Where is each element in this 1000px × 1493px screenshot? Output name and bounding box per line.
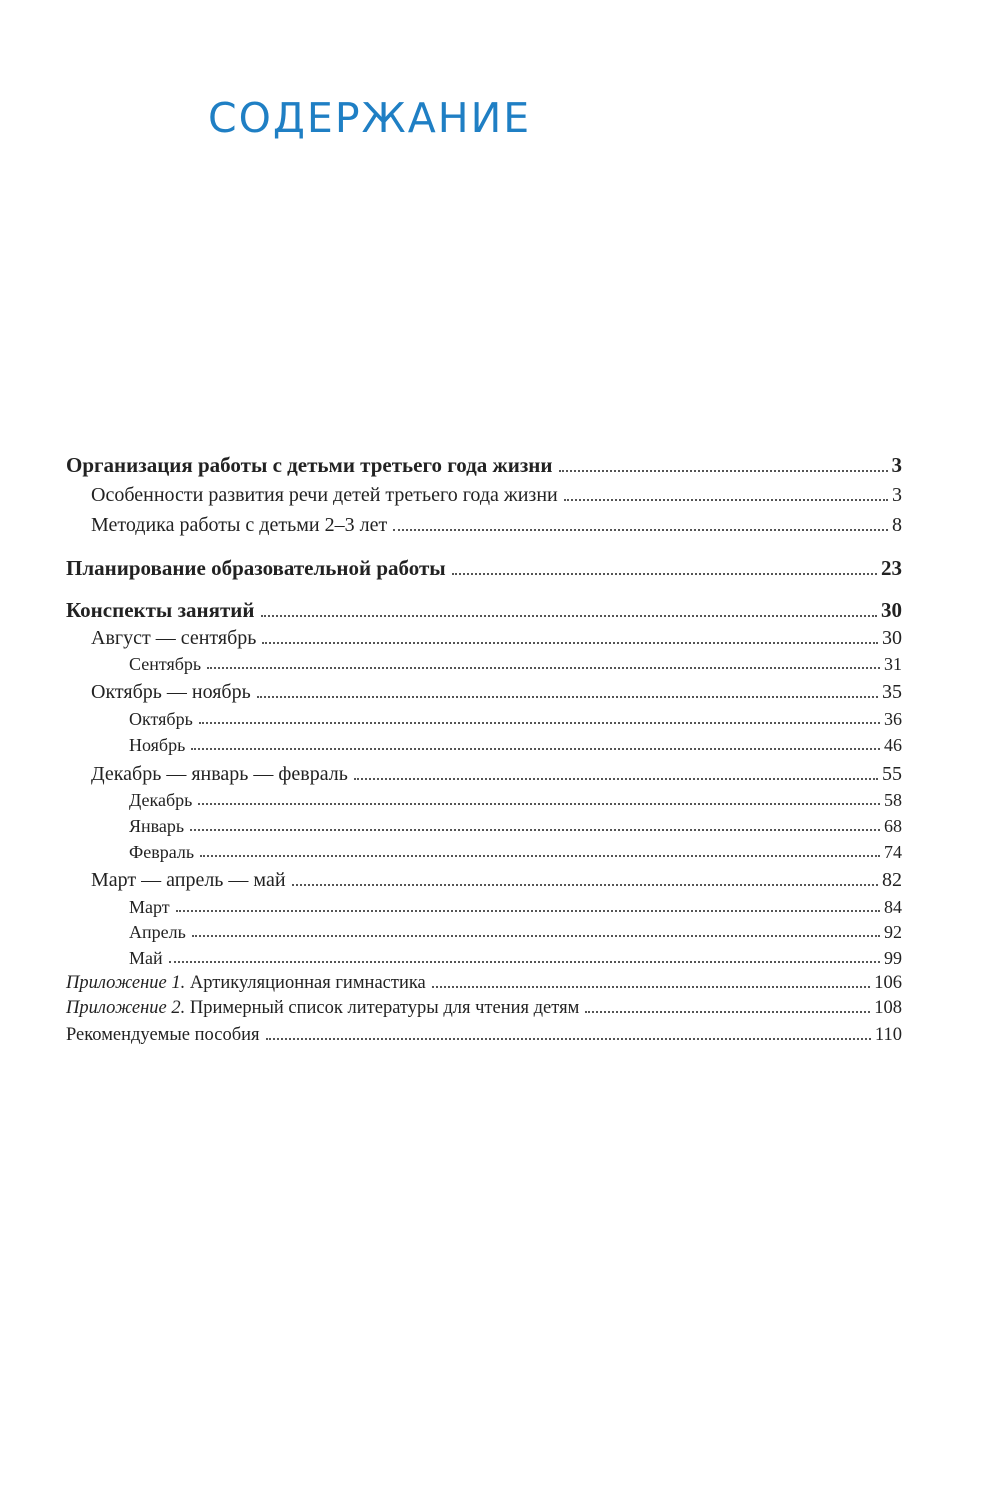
toc-entry-aug-sep[interactable] [91,627,902,650]
toc-entry-planning[interactable] [66,556,902,581]
toc-entry-oct-nov[interactable] [91,681,902,704]
toc-entry-label: Декабрь — январь — февраль [91,763,348,785]
toc-leader-dots [207,654,880,675]
toc-entry-label: Январь [129,816,185,836]
toc-page-number: 3 [892,484,902,506]
toc-entry-march[interactable] [129,897,902,918]
toc-entry-september[interactable] [129,654,902,675]
toc-entry-december[interactable] [129,790,902,811]
toc-entry-november[interactable] [129,735,902,756]
toc-entry-label: Конспекты занятий [66,598,255,622]
toc-entry-appendix-1[interactable] [66,973,902,994]
toc-leader-dots [176,897,880,918]
toc-leader-dots [452,556,877,581]
toc-leader-dots [190,816,880,837]
toc-entry-label: Особенности развития речи детей третьего года жизни [91,484,558,506]
toc-leader-dots [354,763,878,786]
toc-entry-label [66,998,579,1019]
toc-entry-label: Февраль [129,842,195,862]
toc-entry-october[interactable] [129,709,902,730]
toc-page-number: 8 [892,514,902,536]
toc-page-number: 99 [884,948,902,968]
toc-leader-dots [200,842,880,863]
toc-entry-speech-features[interactable] [91,484,902,507]
toc-entry-label [66,973,426,994]
toc-entry-label: Ноябрь [129,735,186,755]
toc-page-number: 58 [884,790,902,810]
toc-leader-dots [198,790,880,811]
toc-entry-label: Организация работы с детьми третьего года жизни [66,453,553,477]
toc-entry-appendix-2[interactable] [66,998,902,1019]
toc-leader-dots [262,627,878,650]
toc-entry-recommended[interactable] [66,1025,902,1046]
toc-leader-dots [292,869,878,892]
toc-entry-label: Март [129,897,170,917]
toc-page-number: 74 [884,842,902,862]
toc-page-number: 23 [881,556,902,580]
toc-page-number: 3 [891,453,902,477]
toc-leader-dots [192,922,880,943]
toc-leader-dots [559,453,888,478]
toc-entry-lesson-notes[interactable] [66,598,902,623]
toc-leader-dots [191,735,880,756]
toc-page-number: 92 [884,922,902,942]
toc-entry-april[interactable] [129,922,902,943]
toc-leader-dots [169,948,880,969]
toc-entry-organization[interactable] [66,453,902,478]
toc-entry-methodology[interactable] [91,514,902,537]
toc-leader-dots [432,973,870,994]
toc-entry-label: Август — сентябрь [91,627,257,649]
toc-appendix-title: Артикуляционная гимнастика [189,973,426,993]
toc-entry-label: Май [129,948,163,968]
toc-page-number: 55 [882,763,902,785]
toc-entry-label: Планирование образовательной работы [66,556,446,580]
toc-appendix-prefix: Приложение 2. [66,998,186,1018]
toc-leader-dots [564,484,888,507]
toc-leader-dots [257,681,878,704]
toc-entry-label: Октябрь — ноябрь [91,681,251,703]
toc-page-number: 35 [882,681,902,703]
toc-entry-label: Март — апрель — май [91,869,286,891]
toc-page-number: 82 [882,869,902,891]
toc-leader-dots [393,514,888,537]
toc-page-number: 84 [884,897,902,917]
toc-entry-february[interactable] [129,842,902,863]
toc-leader-dots [585,998,870,1019]
toc-entry-label: Декабрь [129,790,193,810]
toc-entry-label: Рекомендуемые пособия [66,1025,260,1045]
toc-page-number: 68 [884,816,902,836]
toc-entry-label: Апрель [129,922,186,942]
toc-page-number: 31 [884,654,902,674]
toc-entry-dec-feb[interactable] [91,763,902,786]
toc-entry-label: Сентябрь [129,654,202,674]
toc-entry-may[interactable] [129,948,902,969]
toc-page-number: 108 [874,998,902,1018]
toc-leader-dots [266,1025,871,1046]
toc-page-number: 46 [884,735,902,755]
toc-leader-dots [261,598,878,623]
toc-entry-label: Методика работы с детьми 2–3 лет [91,514,388,536]
toc-page-number: 106 [874,973,902,993]
toc-page-number: 30 [882,627,902,649]
toc-leader-dots [199,709,880,730]
table-of-contents [66,0,902,1493]
toc-entry-mar-may[interactable] [91,869,902,892]
page-title: СОДЕРЖАНИЕ [208,94,532,142]
toc-page-number: 110 [874,1025,902,1045]
toc-page-number: 30 [881,598,902,622]
toc-appendix-title: Примерный список литературы для чтения детям [189,998,580,1018]
toc-entry-january[interactable] [129,816,902,837]
toc-page-number: 36 [884,709,902,729]
toc-entry-label: Октябрь [129,709,193,729]
toc-appendix-prefix: Приложение 1. [66,973,186,993]
